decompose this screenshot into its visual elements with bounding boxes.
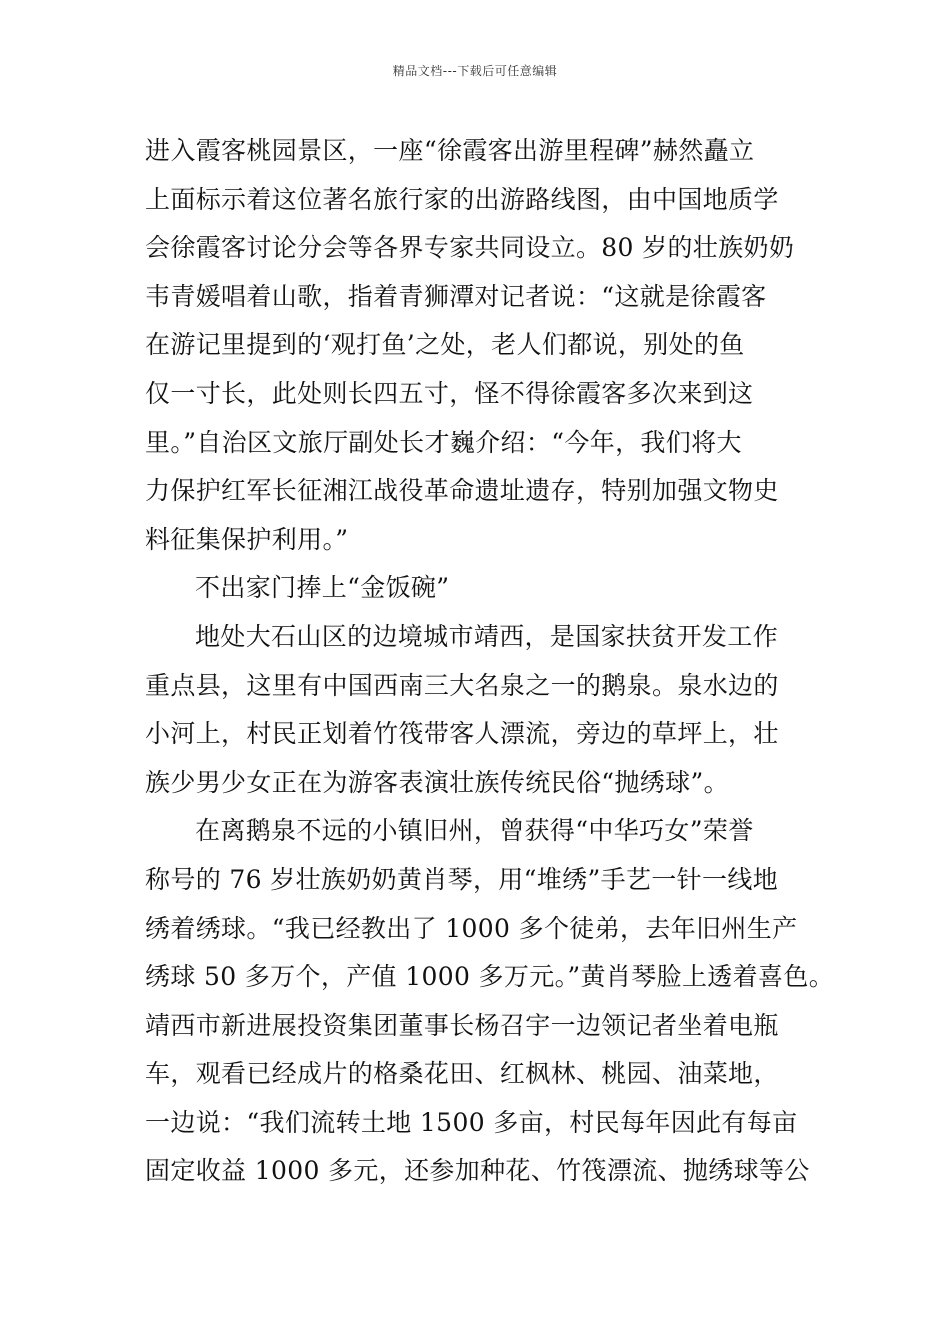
text-line: 韦青媛唱着山歌，指着青狮潭对记者说：“这就是徐霞客 xyxy=(145,281,767,311)
text-line: 称号的 76 岁壮族奶奶黄肖琴，用“堆绣”手艺一针一线地 xyxy=(145,864,779,894)
page-header: 精品文档---下载后可任意编辑 xyxy=(392,64,558,78)
text-line: 靖西市新进展投资集团董事长杨召宇一边领记者坐着电瓶 xyxy=(145,1010,779,1040)
text-line: 重点县，这里有中国西南三大名泉之一的鹅泉。泉水边的 xyxy=(145,670,779,700)
text-line: 绣着绣球。“我已经教出了 1000 多个徒弟，去年旧州生产 xyxy=(145,913,798,943)
text-line: 里。”自治区文旅厅副处长才巍介绍：“今年，我们将大 xyxy=(145,427,742,457)
text-line: 仅一寸长，此处则长四五寸，怪不得徐霞客多次来到这 xyxy=(145,378,754,408)
text-line: 上面标示着这位著名旅行家的出游路线图，由中国地质学 xyxy=(145,184,779,214)
text-line: 在游记里提到的‘观打鱼’之处，老人们都说，别处的鱼 xyxy=(145,330,745,360)
text-line: 车，观看已经成片的格桑花田、红枫林、桃园、油菜地， xyxy=(145,1059,779,1089)
text-line: 小河上，村民正划着竹筏带客人漂流，旁边的草坪上，壮 xyxy=(145,719,779,749)
text-line: 绣球 50 多万个，产值 1000 多万元。”黄肖琴脸上透着喜色。 xyxy=(145,962,835,992)
text-line: 力保护红军长征湘江战役革命遗址遗存，特别加强文物史 xyxy=(145,476,779,506)
text-line: 料征集保护利用。” xyxy=(145,524,349,554)
text-line: 地处大石山区的边境城市靖西，是国家扶贫开发工作 xyxy=(195,621,779,651)
text-line: 进入霞客桃园景区，一座“徐霞客出游里程碑”赫然矗立 xyxy=(145,136,755,165)
text-line: 一边说：“我们流转土地 1500 多亩，村民每年因此有每亩 xyxy=(145,1107,798,1137)
text-line: 不出家门捧上“金饭碗” xyxy=(195,573,450,603)
body-text xyxy=(145,127,835,1196)
text-line: 会徐霞客讨论分会等各界专家共同设立。80 岁的壮族奶奶 xyxy=(145,233,795,263)
text-line: 在离鹅泉不远的小镇旧州，曾获得“中华巧女”荣誉 xyxy=(195,816,754,846)
text-line: 固定收益 1000 多元，还参加种花、竹筏漂流、抛绣球等公 xyxy=(145,1156,810,1186)
text-line: 族少男少女正在为游客表演壮族传统民俗“抛绣球”。 xyxy=(145,767,729,797)
